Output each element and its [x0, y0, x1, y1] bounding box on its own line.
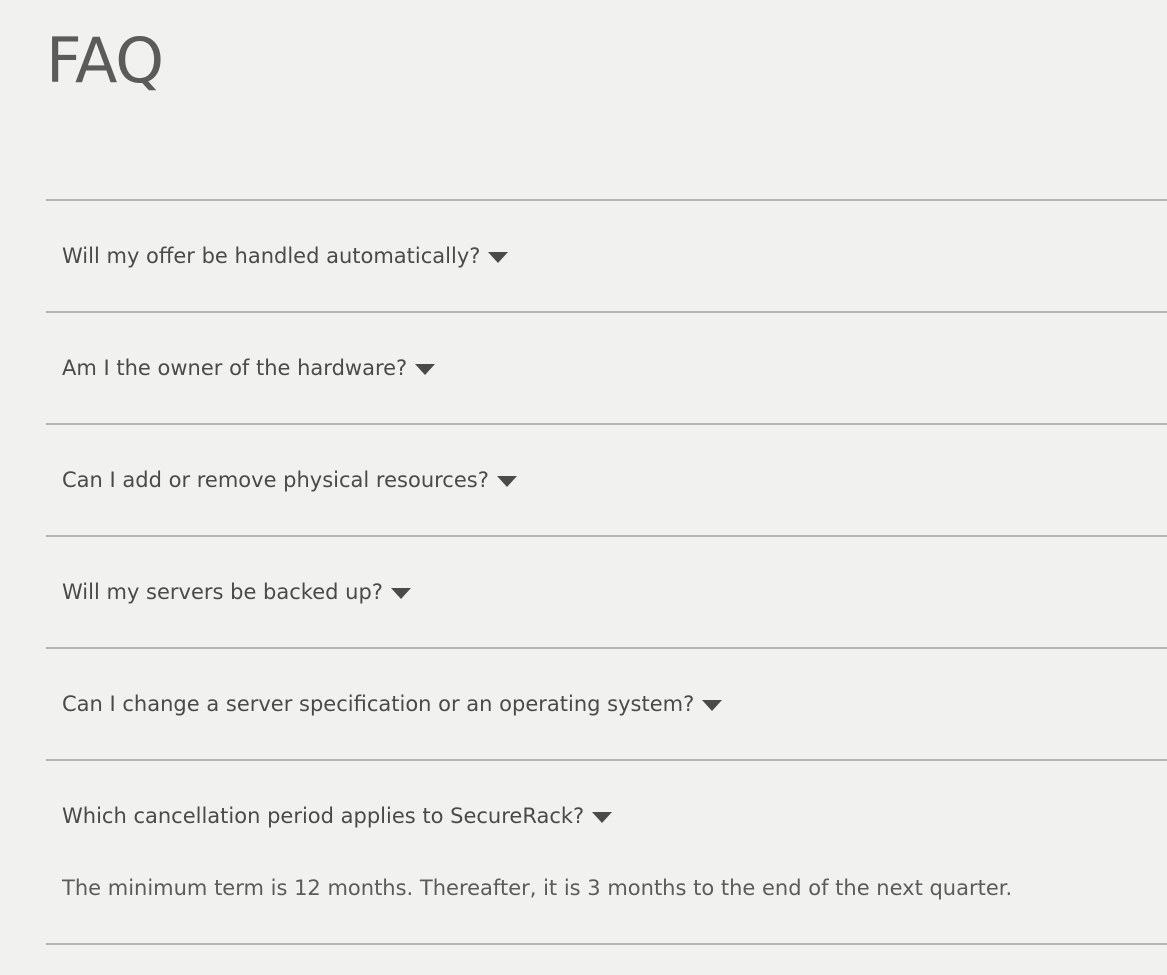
faq-question-toggle[interactable]	[46, 649, 1167, 759]
faq-question-toggle[interactable]	[46, 313, 1167, 423]
faq-list	[46, 199, 1167, 945]
faq-item	[46, 537, 1167, 649]
caret-down-icon[interactable]	[488, 252, 508, 263]
faq-question-text: Can I change a server specification or an operating system?	[62, 692, 695, 716]
faq-item	[46, 425, 1167, 537]
faq-question-toggle[interactable]	[46, 425, 1167, 535]
faq-question-text: Can I add or remove physical resources?	[62, 468, 489, 492]
faq-question-toggle[interactable]	[46, 537, 1167, 647]
faq-answer-text: The minimum term is 12 months. Thereafter, it is 3 months to the end of the next quarter.	[62, 876, 1013, 900]
page-title: FAQ	[46, 24, 164, 97]
faq-item	[46, 649, 1167, 761]
faq-item	[46, 201, 1167, 313]
faq-question-text: Will my servers be backed up?	[62, 580, 383, 604]
faq-item-expanded	[46, 761, 1167, 945]
faq-question-toggle[interactable]	[46, 761, 1167, 871]
caret-down-icon[interactable]	[592, 812, 612, 823]
faq-question-text: Which cancellation period applies to SecureRack?	[62, 804, 585, 828]
faq-item	[46, 313, 1167, 425]
faq-question-text: Am I the owner of the hardware?	[62, 356, 408, 380]
caret-down-icon[interactable]	[391, 588, 411, 599]
caret-down-icon[interactable]	[497, 476, 517, 487]
faq-question-text: Will my offer be handled automatically?	[62, 244, 481, 268]
caret-down-icon[interactable]	[702, 700, 722, 711]
caret-down-icon[interactable]	[415, 364, 435, 375]
faq-question-toggle[interactable]	[46, 201, 1167, 311]
